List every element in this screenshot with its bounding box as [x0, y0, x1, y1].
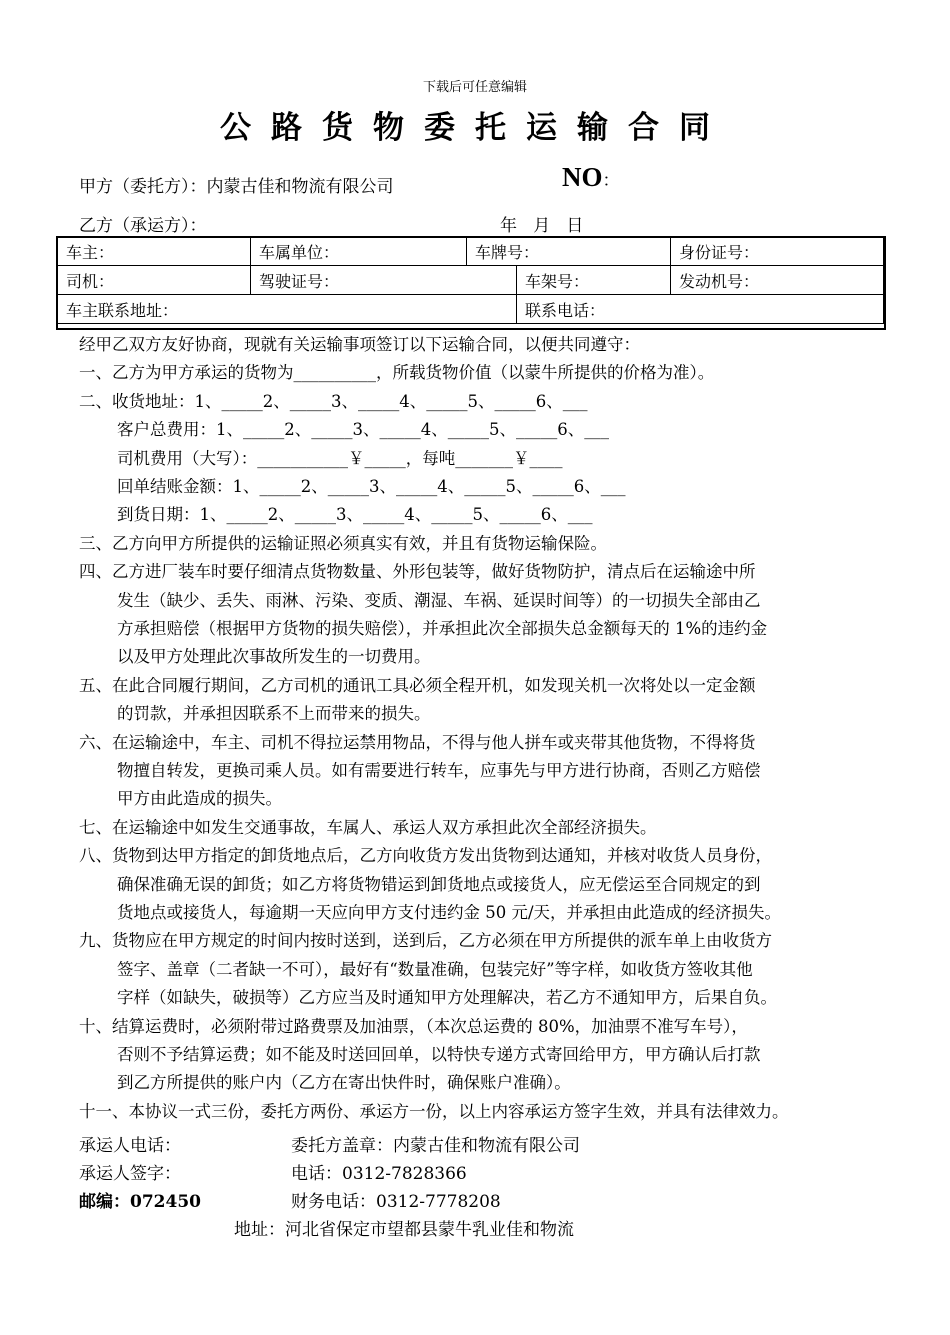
clause-line: 甲方由此造成的损失。	[117, 789, 282, 809]
no-colon: ：	[602, 171, 620, 191]
plate-number-cell: 车牌号：	[467, 237, 671, 266]
postcode: 邮编：072450	[79, 1192, 201, 1212]
clause-line: 以及甲方处理此次事故所发生的一切费用。	[117, 647, 431, 667]
clause-line: 签字、盖章（二者缺一不可），最好有“数量准确，包装完好”等字样，如收货方签收其他	[117, 959, 753, 979]
contract-title: 公路货物委托运输合同	[220, 110, 730, 146]
clause-line: 到货日期：1、_____2、_____3、_____4、_____5、_____6、___	[117, 505, 593, 525]
table-row	[58, 295, 884, 324]
carrier-signature: 承运人签字：	[79, 1164, 181, 1184]
clause-line: 字样（如缺失，破损等）乙方应当及时通知甲方处理解决，若乙方不通知甲方，后果自负。	[117, 988, 777, 1008]
clause-line: 九、货物应在甲方规定的时间内按时送到，送到后，乙方必须在甲方所提供的派车单上由收货方	[79, 931, 772, 951]
frame-number-cell: 车架号：	[517, 266, 671, 295]
owner-address-cell: 车主联系地址：	[58, 295, 517, 324]
id-number-cell: 身份证号：	[671, 237, 884, 266]
contact-phone-cell: 联系电话：	[517, 295, 884, 324]
driver-cell: 司机：	[58, 266, 251, 295]
client-seal: 委托方盖章：内蒙古佳和物流有限公司	[291, 1136, 580, 1156]
clause-line: 回单结账金额：1、_____2、_____3、_____4、_____5、_____6、___	[117, 477, 626, 496]
owner-unit-cell: 车属单位：	[251, 237, 467, 266]
clause-line: 五、在此合同履行期间，乙方司机的通讯工具必须全程开机，如发现关机一次将处以一定金额	[79, 675, 756, 695]
engine-number-cell: 发动机号：	[671, 266, 884, 295]
download-note: 下载后可任意编辑	[422, 80, 527, 95]
table-row	[58, 237, 884, 266]
table-row	[58, 266, 884, 295]
clause-line: 一、乙方为甲方承运的货物为__________，所载货物价值（以蒙牛所提供的价格为准）。	[79, 363, 715, 383]
clause-line: 十、结算运费时，必须附带过路费票及加油票，（本次总运费的 80%，加油票不准写车号），	[79, 1016, 748, 1036]
clause-line: 否则不予结算运费；如不能及时送回回单，以特快专递方式寄回给甲方，甲方确认后打款	[117, 1045, 761, 1064]
clause-line: 七、在运输途中如发生交通事故，车属人、承运人双方承担此次全部经济损失。	[79, 817, 657, 837]
clause-line: 六、在运输途中，车主、司机不得拉运禁用物品，不得与他人拼车或夹带其他货物，不得将货	[79, 732, 756, 752]
client-address: 地址：河北省保定市望都县蒙牛乳业佳和物流	[234, 1220, 574, 1240]
clause-line: 确保准确无误的卸货；如乙方将货物错运到卸货地点或接货人，应无偿运至合同规定的到	[117, 874, 761, 894]
contract-number	[562, 162, 620, 193]
clause-line: 十一、本协议一式三份，委托方两份、承运方一份，以上内容承运方签字生效，并具有法律效力。	[79, 1101, 789, 1121]
finance-phone: 财务电话：0312-7778208	[291, 1192, 501, 1212]
party-b: 乙方（承运方）：	[79, 216, 207, 236]
client-phone: 电话：0312-7828366	[291, 1164, 467, 1184]
clause-line: 物擅自转发，更换司乘人员。如有需要进行转车，应事先与甲方进行协商，否则乙方赔偿	[117, 761, 761, 780]
clause-line: 经甲乙双方友好协商，现就有关运输事项签订以下运输合同，以便共同遵守：	[79, 335, 640, 354]
party-a: 甲方（委托方）：内蒙古佳和物流有限公司	[79, 177, 394, 197]
contract-date: 年 月 日	[500, 216, 584, 236]
clause-line: 三、乙方向甲方所提供的运输证照必须真实有效，并且有货物运输保险。	[79, 533, 607, 553]
clause-line: 的罚款，并承担因联系不上而带来的损失。	[117, 704, 431, 724]
carrier-phone: 承运人电话：	[79, 1136, 181, 1156]
clause-line: 司机费用（大写）：___________￥_____，每吨_______￥____	[117, 448, 563, 468]
clause-line: 货地点或接货人，每逾期一天应向甲方支付违约金 50 元/天，并承担由此造成的经济损失。	[117, 903, 782, 922]
clause-line: 二、收货地址：1、_____2、_____3、_____4、_____5、_____6、___	[79, 391, 588, 411]
license-number-cell: 驾驶证号：	[251, 266, 517, 295]
vehicle-info-table	[57, 236, 884, 324]
clause-line: 四、乙方进厂装车时要仔细清点货物数量、外形包装等，做好货物防护，清点后在运输途中所	[79, 562, 756, 582]
clause-line: 方承担赔偿（根据甲方货物的损失赔偿），并承担此次全部损失总金额每天的 1%的违约金	[117, 619, 768, 638]
no-label: NO	[562, 162, 603, 192]
owner-cell: 车主：	[58, 237, 251, 266]
clause-line: 八、货物到达甲方指定的卸货地点后，乙方向收货方发出货物到达通知，并核对收货人员身份，	[79, 846, 772, 866]
clause-line: 到乙方所提供的账户内（乙方在寄出快件时，确保账户准确）。	[117, 1073, 571, 1093]
clause-line: 发生（缺少、丢失、雨淋、污染、变质、潮湿、车祸、延误时间等）的一切损失全部由乙	[117, 590, 761, 610]
clause-line: 客户总费用：1、_____2、_____3、_____4、_____5、_____6、___	[117, 420, 609, 440]
